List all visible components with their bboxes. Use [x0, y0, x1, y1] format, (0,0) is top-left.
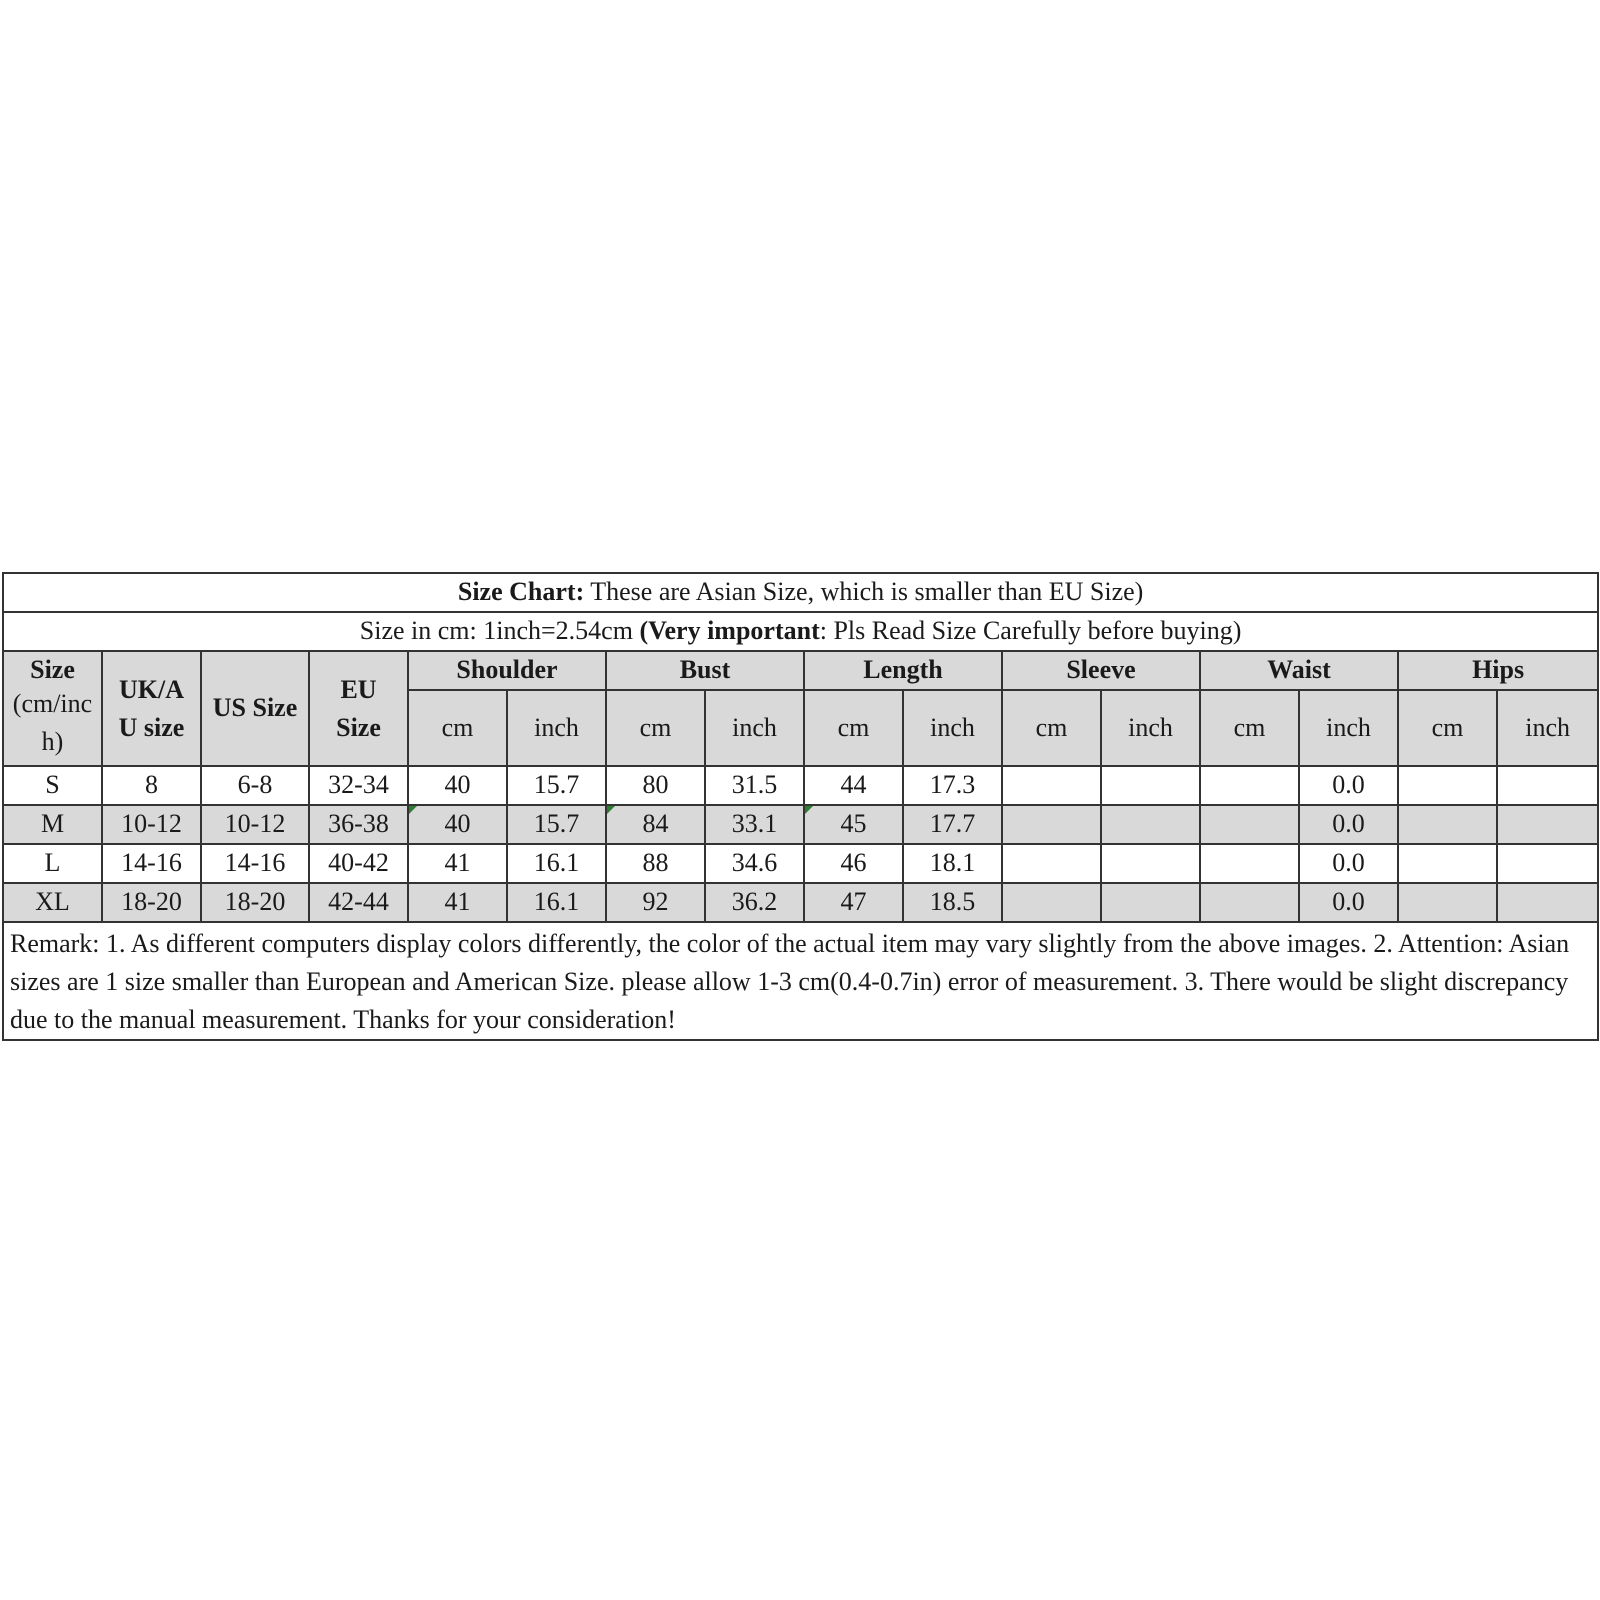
size-chart-table: [2, 572, 1599, 1041]
remark-row: [3, 922, 1598, 1040]
cell-sleeve-inch: [1101, 844, 1200, 883]
cell-hips-inch: [1497, 766, 1598, 805]
cell-size: L: [3, 844, 102, 883]
table-row: [3, 805, 1598, 844]
cell-waist-cm: [1200, 766, 1299, 805]
cell-eu: 42-44: [309, 883, 408, 922]
cell-length-inch: 17.7: [903, 805, 1002, 844]
cell-sleeve-cm: [1002, 805, 1101, 844]
header-eu: [309, 651, 408, 766]
header-sleeve: Sleeve: [1002, 651, 1200, 690]
cell-shoulder-cm: 41: [408, 844, 507, 883]
cell-length-cm: 45: [804, 805, 903, 844]
cell-uk: 18-20: [102, 883, 201, 922]
cell-us: 18-20: [201, 883, 309, 922]
chart-title-bold: Size Chart:: [457, 577, 585, 607]
cell-sleeve-inch: [1101, 766, 1200, 805]
cell-shoulder-cm: 41: [408, 883, 507, 922]
cell-length-inch: 17.3: [903, 766, 1002, 805]
cell-shoulder-inch: 15.7: [507, 805, 606, 844]
cell-waist-cm: [1200, 805, 1299, 844]
unit-sleeve-inch: inch: [1101, 690, 1200, 766]
unit-shoulder-inch: inch: [507, 690, 606, 766]
cell-sleeve-cm: [1002, 883, 1101, 922]
cell-hips-cm: [1398, 766, 1497, 805]
header-size-bold: Size: [30, 655, 75, 685]
cell-uk: 14-16: [102, 844, 201, 883]
cell-size: XL: [3, 883, 102, 922]
cell-length-cm: 47: [804, 883, 903, 922]
cell-shoulder-inch: 16.1: [507, 883, 606, 922]
unit-waist-inch: inch: [1299, 690, 1398, 766]
conversion-note-post: : Pls Read Size Carefully before buying): [819, 616, 1242, 646]
chart-title-rest: These are Asian Size, which is smaller than EU Size): [584, 577, 1144, 607]
cell-hips-inch: [1497, 805, 1598, 844]
cell-hips-cm: [1398, 805, 1497, 844]
conversion-note: [3, 612, 1598, 651]
table-row: [3, 883, 1598, 922]
cell-size: S: [3, 766, 102, 805]
remark-text: Remark: 1. As different computers display colors differently, the color of the actual item may vary slightly from the above images. 2. Attention: Asian sizes are 1 size smaller than European and American Size. please allow 1-3 cm(0.4-0.7in) error of measurement. 3. There would be slight discrepancy due to the manual measurement. Thanks for your consideration!: [3, 922, 1598, 1040]
unit-hips-cm: cm: [1398, 690, 1497, 766]
unit-length-cm: cm: [804, 690, 903, 766]
cell-bust-inch: 31.5: [705, 766, 804, 805]
header-size-sub: (cm/inch): [12, 688, 93, 756]
header-waist: Waist: [1200, 651, 1398, 690]
cell-waist-inch: 0.0: [1299, 844, 1398, 883]
unit-length-inch: inch: [903, 690, 1002, 766]
header-bust: Bust: [606, 651, 804, 690]
unit-hips-inch: inch: [1497, 690, 1598, 766]
cell-length-cm: 46: [804, 844, 903, 883]
cell-waist-inch: 0.0: [1299, 805, 1398, 844]
unit-bust-cm: cm: [606, 690, 705, 766]
cell-hips-cm: [1398, 883, 1497, 922]
table-row: [3, 844, 1598, 883]
cell-eu: 40-42: [309, 844, 408, 883]
title-row: [3, 573, 1598, 612]
cell-hips-inch: [1497, 844, 1598, 883]
cell-bust-cm: 80: [606, 766, 705, 805]
cell-length-cm: 44: [804, 766, 903, 805]
note-row: [3, 612, 1598, 651]
conversion-note-pre: Size in cm: 1inch=2.54cm: [359, 616, 640, 646]
cell-sleeve-cm: [1002, 766, 1101, 805]
cell-waist-cm: [1200, 883, 1299, 922]
cell-hips-cm: [1398, 844, 1497, 883]
cell-eu: 32-34: [309, 766, 408, 805]
cell-shoulder-cm: 40: [408, 766, 507, 805]
cell-waist-inch: 0.0: [1299, 883, 1398, 922]
cell-sleeve-inch: [1101, 883, 1200, 922]
cell-bust-inch: 34.6: [705, 844, 804, 883]
header-shoulder: Shoulder: [408, 651, 606, 690]
cell-length-inch: 18.5: [903, 883, 1002, 922]
header-row-groups: [3, 651, 1598, 690]
cell-length-inch: 18.1: [903, 844, 1002, 883]
cell-shoulder-inch: 15.7: [507, 766, 606, 805]
header-size: [3, 651, 102, 766]
cell-us: 6-8: [201, 766, 309, 805]
unit-shoulder-cm: cm: [408, 690, 507, 766]
cell-us: 14-16: [201, 844, 309, 883]
cell-bust-inch: 33.1: [705, 805, 804, 844]
cell-bust-cm: 92: [606, 883, 705, 922]
unit-bust-inch: inch: [705, 690, 804, 766]
header-uk-au-label: UK/AU size: [118, 674, 185, 742]
unit-sleeve-cm: cm: [1002, 690, 1101, 766]
cell-uk: 8: [102, 766, 201, 805]
cell-shoulder-cm: 40: [408, 805, 507, 844]
header-us: US Size: [201, 651, 309, 766]
cell-hips-inch: [1497, 883, 1598, 922]
cell-shoulder-inch: 16.1: [507, 844, 606, 883]
cell-bust-cm: 84: [606, 805, 705, 844]
cell-waist-inch: 0.0: [1299, 766, 1398, 805]
cell-bust-inch: 36.2: [705, 883, 804, 922]
cell-bust-cm: 88: [606, 844, 705, 883]
cell-us: 10-12: [201, 805, 309, 844]
cell-uk: 10-12: [102, 805, 201, 844]
table-row: [3, 766, 1598, 805]
cell-eu: 36-38: [309, 805, 408, 844]
header-hips: Hips: [1398, 651, 1598, 690]
header-eu-label: EU Size: [336, 674, 381, 742]
header-length: Length: [804, 651, 1002, 690]
header-uk-au: [102, 651, 201, 766]
cell-waist-cm: [1200, 844, 1299, 883]
unit-waist-cm: cm: [1200, 690, 1299, 766]
conversion-note-bold: (Very important: [639, 616, 820, 646]
size-chart: [2, 572, 1596, 1041]
chart-title: [3, 573, 1598, 612]
cell-sleeve-inch: [1101, 805, 1200, 844]
cell-size: M: [3, 805, 102, 844]
cell-sleeve-cm: [1002, 844, 1101, 883]
